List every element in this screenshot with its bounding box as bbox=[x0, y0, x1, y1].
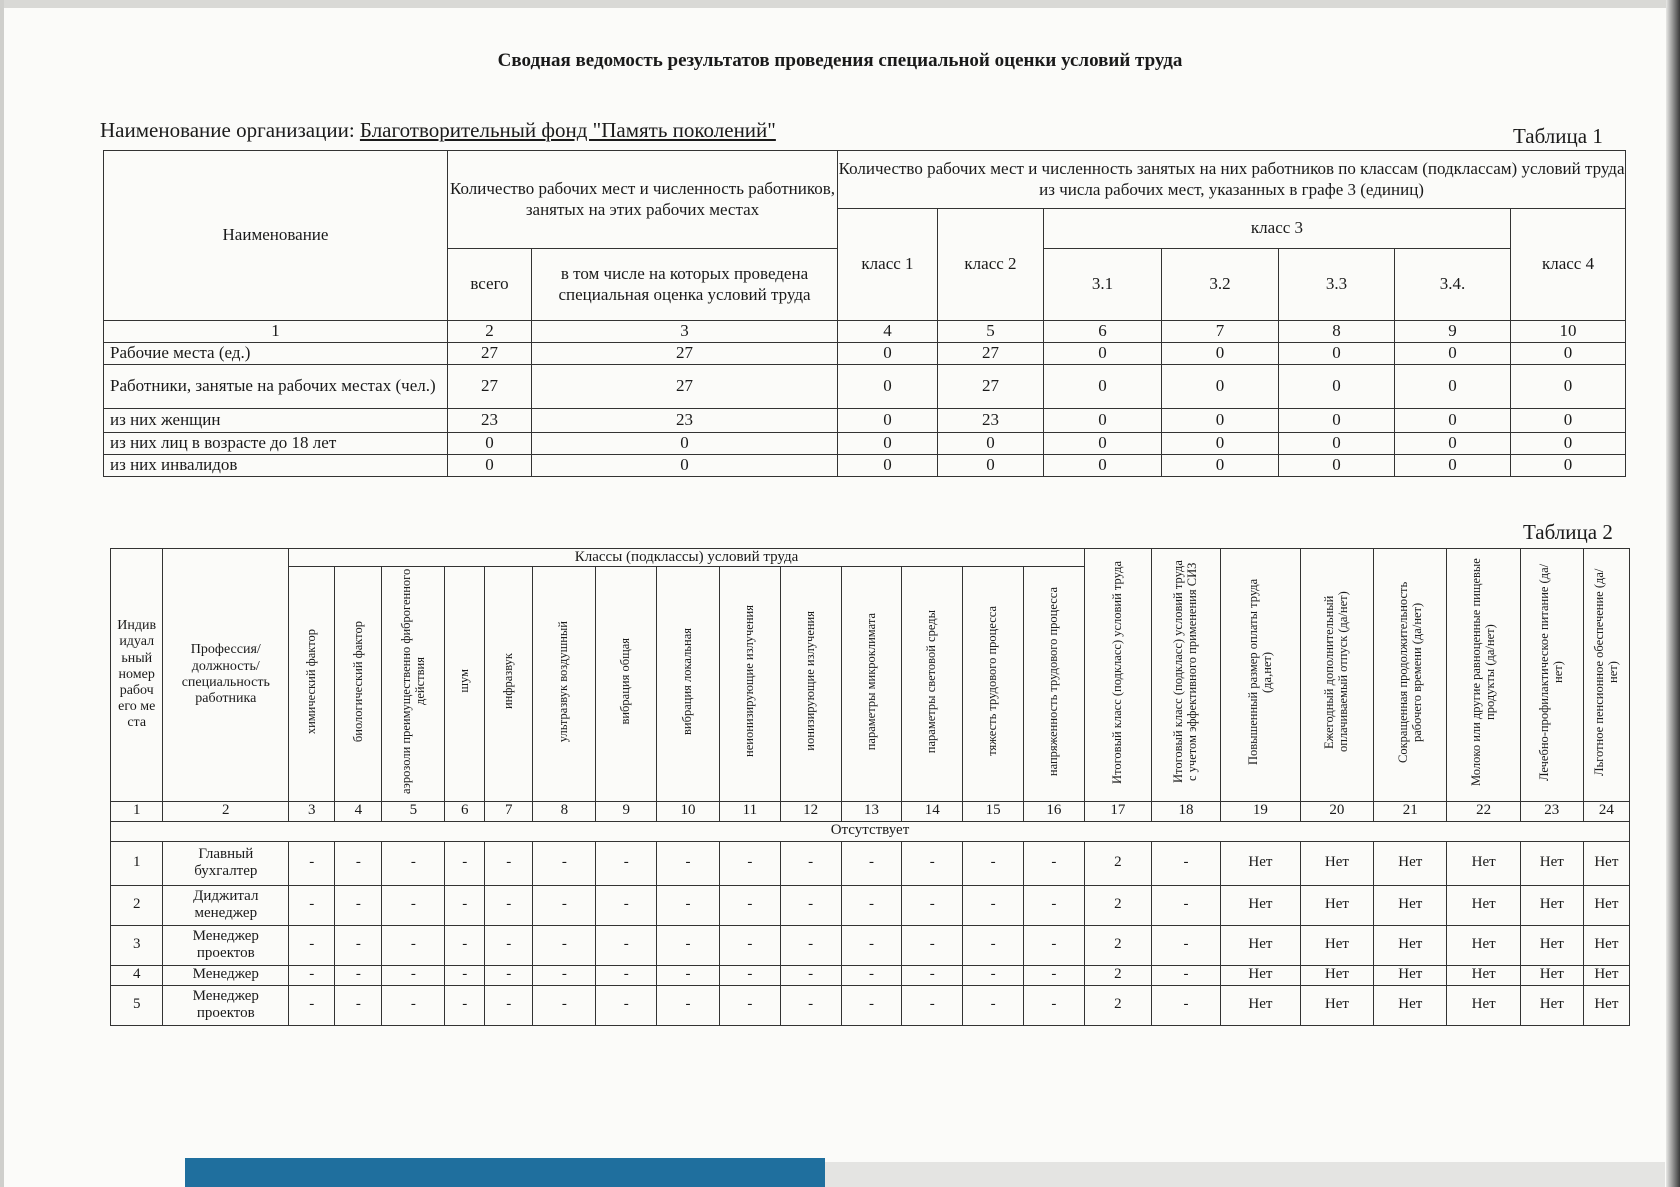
t2-benefit-cell: Нет bbox=[1221, 965, 1301, 985]
t2-colnum: 3 bbox=[289, 801, 335, 821]
t1-cell: 0 bbox=[448, 433, 532, 455]
t1-cell: 0 bbox=[938, 455, 1044, 477]
t2-benefit-cell: Нет bbox=[1374, 885, 1447, 925]
t1-colnum: 1 bbox=[104, 321, 448, 343]
t2-factor-cell: - bbox=[445, 885, 485, 925]
scan-edge-left bbox=[0, 0, 4, 1187]
t1-cell: 0 bbox=[448, 455, 532, 477]
t2-factor-cell: - bbox=[485, 925, 533, 965]
workplaces-table bbox=[110, 548, 1630, 1026]
t2-header-extra-6 bbox=[1520, 549, 1583, 802]
scan-grey-strip bbox=[825, 1162, 1665, 1187]
t2-benefit-cell: Нет bbox=[1583, 885, 1629, 925]
t1-cell: 27 bbox=[532, 365, 838, 409]
t2-factor-header bbox=[382, 567, 445, 801]
t1-cell: 0 bbox=[1162, 343, 1279, 365]
t2-factor-cell: - bbox=[963, 885, 1024, 925]
t1-header-name: Наименование bbox=[104, 151, 448, 321]
t2-row-id: 5 bbox=[111, 985, 163, 1025]
t2-siz-class: - bbox=[1151, 925, 1220, 965]
t2-colnum: 12 bbox=[780, 801, 841, 821]
t2-factor-cell: - bbox=[596, 965, 657, 985]
t2-extra-text: Повышенный размер оплаты труда (да,нет) bbox=[1245, 579, 1274, 766]
t2-benefit-cell: Нет bbox=[1447, 885, 1520, 925]
t2-factor-text: химический фактор bbox=[303, 628, 318, 734]
t1-cell: 0 bbox=[1162, 433, 1279, 455]
t2-row-prof: Менеджер bbox=[163, 965, 289, 985]
t2-row-prof: Менеджер проектов bbox=[163, 985, 289, 1025]
t2-factor-cell: - bbox=[382, 885, 445, 925]
t2-factor-text: тяжесть трудового процесса bbox=[985, 606, 1000, 757]
t2-factor-text: вибрация общая bbox=[618, 637, 633, 725]
organization-name: Благотворительный фонд "Память поколений" bbox=[359, 118, 776, 142]
t2-benefit-cell: Нет bbox=[1583, 985, 1629, 1025]
t2-factor-cell: - bbox=[657, 985, 720, 1025]
t1-header-class4: класс 4 bbox=[1511, 209, 1626, 321]
t2-factor-cell: - bbox=[902, 885, 963, 925]
t2-benefit-cell: Нет bbox=[1447, 965, 1520, 985]
t2-colnum: 22 bbox=[1447, 801, 1520, 821]
t2-header-id bbox=[111, 549, 163, 802]
t1-cell: 0 bbox=[1511, 433, 1626, 455]
summary-table bbox=[103, 150, 1626, 477]
t1-cell: 0 bbox=[1511, 409, 1626, 433]
t1-cell: 0 bbox=[532, 455, 838, 477]
t2-factor-cell: - bbox=[445, 985, 485, 1025]
t2-factor-cell: - bbox=[780, 925, 841, 965]
t2-row bbox=[111, 841, 1630, 885]
t2-benefit-cell: Нет bbox=[1520, 885, 1583, 925]
t1-cell: 23 bbox=[532, 409, 838, 433]
t2-factor-cell: - bbox=[533, 885, 596, 925]
t2-colnum: 11 bbox=[719, 801, 780, 821]
t2-factor-header bbox=[963, 567, 1024, 801]
t1-row-name: Рабочие места (ед.) bbox=[104, 343, 448, 365]
t1-cell: 0 bbox=[1044, 365, 1162, 409]
t2-colnum: 7 bbox=[485, 801, 533, 821]
t2-final-class: 2 bbox=[1084, 841, 1151, 885]
t2-row-prof: Главный бухгалтер bbox=[163, 841, 289, 885]
t2-benefit-cell: Нет bbox=[1520, 841, 1583, 885]
t1-cell: 27 bbox=[938, 343, 1044, 365]
t2-factor-text: параметры микроклимата bbox=[863, 612, 878, 750]
t2-colnum: 15 bbox=[963, 801, 1024, 821]
t2-row bbox=[111, 985, 1630, 1025]
t2-header-extra-3 bbox=[1300, 549, 1373, 802]
t2-benefit-cell: Нет bbox=[1221, 885, 1301, 925]
t2-factor-cell: - bbox=[445, 925, 485, 965]
t1-cell: 0 bbox=[532, 433, 838, 455]
t2-final-class: 2 bbox=[1084, 885, 1151, 925]
t2-factor-cell: - bbox=[841, 985, 902, 1025]
t2-factor-cell: - bbox=[841, 925, 902, 965]
t2-header-extra-1 bbox=[1151, 549, 1220, 802]
t2-factor-cell: - bbox=[657, 925, 720, 965]
t2-extra-text: Итоговый класс (подкласс) условий труда с учетом эффективного применения СИЗ bbox=[1171, 560, 1199, 784]
t2-benefit-cell: Нет bbox=[1300, 925, 1373, 965]
t2-colnum: 19 bbox=[1221, 801, 1301, 821]
t1-cell: 0 bbox=[838, 433, 938, 455]
organization-label: Наименование организации: bbox=[100, 118, 355, 142]
t2-factor-cell: - bbox=[902, 985, 963, 1025]
t2-siz-class: - bbox=[1151, 965, 1220, 985]
t1-colnum: 4 bbox=[838, 321, 938, 343]
t2-benefit-cell: Нет bbox=[1447, 925, 1520, 965]
t2-factor-cell: - bbox=[1023, 885, 1084, 925]
t2-factor-cell: - bbox=[902, 965, 963, 985]
t1-row-name: из них женщин bbox=[104, 409, 448, 433]
t2-row-id: 3 bbox=[111, 925, 163, 965]
t2-siz-class: - bbox=[1151, 985, 1220, 1025]
t1-cell: 0 bbox=[1395, 365, 1511, 409]
t2-colnum: 16 bbox=[1023, 801, 1084, 821]
t2-header-extra-4 bbox=[1374, 549, 1447, 802]
t2-absent-row: Отсутствует bbox=[111, 821, 1630, 841]
t2-factor-text: ультразвук воздушный bbox=[556, 620, 571, 742]
t2-factor-cell: - bbox=[533, 925, 596, 965]
t2-row-id: 4 bbox=[111, 965, 163, 985]
t2-factor-header bbox=[335, 567, 382, 801]
t2-factor-cell: - bbox=[596, 841, 657, 885]
t2-factor-text: параметры световой среды bbox=[924, 609, 939, 753]
t1-header-class1: класс 1 bbox=[838, 209, 938, 321]
t2-benefit-cell: Нет bbox=[1447, 985, 1520, 1025]
t2-factor-cell: - bbox=[719, 965, 780, 985]
t2-header-extra-0 bbox=[1084, 549, 1151, 802]
t2-factor-cell: - bbox=[485, 965, 533, 985]
t2-final-class: 2 bbox=[1084, 925, 1151, 965]
t2-header-classes: Классы (подклассы) условий труда bbox=[289, 549, 1085, 567]
t2-benefit-cell: Нет bbox=[1374, 841, 1447, 885]
t2-factor-text: аэрозоли преимущественно фиброгенного действия bbox=[398, 568, 427, 794]
t2-extra-text: Молоко или другие равноценные пищевые продукты (да/нет) bbox=[1468, 558, 1497, 787]
t2-colnum: 8 bbox=[533, 801, 596, 821]
t1-cell: 27 bbox=[448, 343, 532, 365]
t1-cell: 0 bbox=[1511, 343, 1626, 365]
t2-factor-cell: - bbox=[596, 985, 657, 1025]
t2-colnum: 9 bbox=[596, 801, 657, 821]
t2-benefit-cell: Нет bbox=[1520, 985, 1583, 1025]
t2-factor-cell: - bbox=[902, 925, 963, 965]
t1-cell: 0 bbox=[838, 343, 938, 365]
t1-cell: 0 bbox=[1395, 343, 1511, 365]
t1-header-class34: 3.4. bbox=[1395, 249, 1511, 321]
t2-factor-header bbox=[445, 567, 485, 801]
t1-row-name: из них лиц в возрасте до 18 лет bbox=[104, 433, 448, 455]
t2-benefit-cell: Нет bbox=[1583, 925, 1629, 965]
t2-factor-cell: - bbox=[289, 965, 335, 985]
t1-cell: 23 bbox=[938, 409, 1044, 433]
t1-row bbox=[104, 455, 1626, 477]
t1-cell: 0 bbox=[1162, 409, 1279, 433]
t2-factor-cell: - bbox=[841, 885, 902, 925]
t2-benefit-cell: Нет bbox=[1221, 985, 1301, 1025]
t2-factor-cell: - bbox=[780, 885, 841, 925]
t1-row-name: из них инвалидов bbox=[104, 455, 448, 477]
t2-extra-text: Итоговый класс (подкласс) условий труда bbox=[1109, 560, 1124, 784]
t2-factor-cell: - bbox=[335, 925, 382, 965]
t1-header-class32: 3.2 bbox=[1162, 249, 1279, 321]
t2-factor-cell: - bbox=[719, 885, 780, 925]
t2-extra-text: Сокращенная продолжительность рабочего времени (да/нет) bbox=[1395, 581, 1424, 763]
t2-factor-cell: - bbox=[485, 841, 533, 885]
t1-cell: 0 bbox=[1279, 433, 1395, 455]
t1-cell: 0 bbox=[1279, 365, 1395, 409]
t2-colnum: 2 bbox=[163, 801, 289, 821]
t2-factor-cell: - bbox=[902, 841, 963, 885]
t2-factor-cell: - bbox=[719, 985, 780, 1025]
t2-colnum: 24 bbox=[1583, 801, 1629, 821]
t2-factor-cell: - bbox=[657, 841, 720, 885]
t2-factor-header bbox=[533, 567, 596, 801]
t2-row-id: 1 bbox=[111, 841, 163, 885]
t1-row bbox=[104, 409, 1626, 433]
t2-factor-cell: - bbox=[289, 925, 335, 965]
t2-factor-cell: - bbox=[335, 841, 382, 885]
t2-benefit-cell: Нет bbox=[1300, 885, 1373, 925]
t2-factor-cell: - bbox=[1023, 965, 1084, 985]
t2-factor-text: шум bbox=[456, 669, 471, 694]
table1-label: Таблица 1 bbox=[1513, 124, 1603, 148]
t2-colnum: 17 bbox=[1084, 801, 1151, 821]
t2-colnum: 1 bbox=[111, 801, 163, 821]
t2-factor-cell: - bbox=[596, 925, 657, 965]
t1-row bbox=[104, 433, 1626, 455]
t1-colnum: 10 bbox=[1511, 321, 1626, 343]
t2-factor-header bbox=[902, 567, 963, 801]
t2-factor-cell: - bbox=[335, 965, 382, 985]
t2-colnum: 23 bbox=[1520, 801, 1583, 821]
t2-benefit-cell: Нет bbox=[1374, 925, 1447, 965]
t1-cell: 0 bbox=[838, 409, 938, 433]
t2-column-numbers bbox=[111, 801, 1630, 821]
t2-factor-cell: - bbox=[780, 841, 841, 885]
t2-final-class: 2 bbox=[1084, 965, 1151, 985]
t2-colnum: 13 bbox=[841, 801, 902, 821]
t2-factor-text: биологический фактор bbox=[350, 620, 365, 742]
t1-header-class31: 3.1 bbox=[1044, 249, 1162, 321]
t1-cell: 0 bbox=[1511, 455, 1626, 477]
t1-colnum: 6 bbox=[1044, 321, 1162, 343]
t2-factor-cell: - bbox=[382, 965, 445, 985]
t1-row bbox=[104, 343, 1626, 365]
t2-factor-header bbox=[780, 567, 841, 801]
t2-benefit-cell: Нет bbox=[1520, 925, 1583, 965]
t1-cell: 27 bbox=[448, 365, 532, 409]
t2-factor-cell: - bbox=[533, 965, 596, 985]
t2-colnum: 14 bbox=[902, 801, 963, 821]
t2-benefit-cell: Нет bbox=[1300, 965, 1373, 985]
t2-row bbox=[111, 925, 1630, 965]
t2-factor-text: вибрация локальная bbox=[680, 627, 695, 735]
t1-colnum: 3 bbox=[532, 321, 838, 343]
t2-extra-text: Лечебно-профилактическое питание (да/нет) bbox=[1537, 563, 1565, 781]
t1-colnum: 2 bbox=[448, 321, 532, 343]
t1-colnum: 7 bbox=[1162, 321, 1279, 343]
t1-cell: 0 bbox=[1044, 409, 1162, 433]
document-title: Сводная ведомость результатов проведения специальной оценки условий труда bbox=[497, 50, 1183, 71]
t2-factor-header bbox=[485, 567, 533, 801]
t2-factor-header bbox=[1023, 567, 1084, 801]
t2-factor-cell: - bbox=[657, 885, 720, 925]
t1-cell: 0 bbox=[1044, 433, 1162, 455]
t2-factor-cell: - bbox=[382, 841, 445, 885]
t2-benefit-cell: Нет bbox=[1583, 965, 1629, 985]
t1-header-assessed: в том числе на которых проведена специальная оценка условий труда bbox=[532, 249, 838, 321]
t2-benefit-cell: Нет bbox=[1374, 985, 1447, 1025]
t2-factor-cell: - bbox=[719, 841, 780, 885]
t2-factor-cell: - bbox=[1023, 985, 1084, 1025]
t2-benefit-cell: Нет bbox=[1374, 965, 1447, 985]
t2-factor-text: напряженность трудового процесса bbox=[1046, 586, 1061, 776]
t1-cell: 0 bbox=[1279, 343, 1395, 365]
t2-factor-cell: - bbox=[445, 841, 485, 885]
t1-cell: 0 bbox=[1044, 343, 1162, 365]
t2-factor-header bbox=[289, 567, 335, 801]
t1-header-class3: класс 3 bbox=[1044, 209, 1511, 249]
t1-cell: 0 bbox=[1162, 365, 1279, 409]
scan-blue-strip bbox=[185, 1158, 825, 1187]
t2-factor-cell: - bbox=[841, 965, 902, 985]
t1-cell: 0 bbox=[1395, 455, 1511, 477]
t1-cell: 27 bbox=[938, 365, 1044, 409]
t2-extra-text: Ежегодный дополнительный оплачиваемый отпуск (да/нет) bbox=[1322, 591, 1350, 753]
t1-header-class33: 3.3 bbox=[1279, 249, 1395, 321]
t2-benefit-cell: Нет bbox=[1221, 841, 1301, 885]
t2-colnum: 4 bbox=[335, 801, 382, 821]
t2-factor-header bbox=[841, 567, 902, 801]
t1-cell: 0 bbox=[1162, 455, 1279, 477]
t2-row-prof: Менеджер проектов bbox=[163, 925, 289, 965]
t1-cell: 23 bbox=[448, 409, 532, 433]
t1-cell: 0 bbox=[1511, 365, 1626, 409]
t1-cell: 0 bbox=[1279, 455, 1395, 477]
t2-row-id: 2 bbox=[111, 885, 163, 925]
t2-factor-cell: - bbox=[963, 965, 1024, 985]
t2-row bbox=[111, 885, 1630, 925]
t1-row bbox=[104, 365, 1626, 409]
t1-colnum: 5 bbox=[938, 321, 1044, 343]
t2-header-extra-7 bbox=[1583, 549, 1629, 802]
t2-factor-header bbox=[596, 567, 657, 801]
t2-factor-cell: - bbox=[382, 925, 445, 965]
t2-colnum: 20 bbox=[1300, 801, 1373, 821]
t2-factor-text: инфразвук bbox=[500, 653, 515, 710]
t2-row bbox=[111, 965, 1630, 985]
t2-factor-cell: - bbox=[289, 985, 335, 1025]
organization-line bbox=[100, 118, 776, 143]
t1-header-class2: класс 2 bbox=[938, 209, 1044, 321]
t1-header-count: Количество рабочих мест и численность работников, занятых на этих рабочих местах bbox=[448, 151, 838, 249]
t2-factor-cell: - bbox=[445, 965, 485, 985]
t2-header-extra-5 bbox=[1447, 549, 1520, 802]
t2-factor-text: неионизирующие излучения bbox=[742, 605, 756, 758]
t2-factor-cell: - bbox=[289, 885, 335, 925]
t2-extra-text: Льготное пенсионное обеспечение (да/нет) bbox=[1591, 568, 1620, 776]
t1-colnum: 9 bbox=[1395, 321, 1511, 343]
t2-colnum: 18 bbox=[1151, 801, 1220, 821]
t2-factor-cell: - bbox=[533, 985, 596, 1025]
t1-header-classes: Количество рабочих мест и численность занятых на них работников по классам (подклассам) условий труда из числа рабочих мест, указанных в графе 3 (единиц) bbox=[838, 151, 1626, 209]
t2-factor-cell: - bbox=[289, 841, 335, 885]
t1-cell: 0 bbox=[838, 365, 938, 409]
t2-header-prof-text: Профессия/должность/специальность работника bbox=[181, 642, 270, 706]
t2-factor-cell: - bbox=[780, 965, 841, 985]
t2-factor-cell: - bbox=[963, 841, 1024, 885]
t2-colnum: 6 bbox=[445, 801, 485, 821]
t2-colnum: 21 bbox=[1374, 801, 1447, 821]
t2-factor-cell: - bbox=[335, 985, 382, 1025]
t2-factor-cell: - bbox=[841, 841, 902, 885]
t2-header-prof bbox=[163, 549, 289, 802]
t2-siz-class: - bbox=[1151, 885, 1220, 925]
t2-factor-cell: - bbox=[596, 885, 657, 925]
t1-cell: 0 bbox=[1395, 433, 1511, 455]
t2-factor-header bbox=[719, 567, 780, 801]
t2-factor-cell: - bbox=[963, 985, 1024, 1025]
t2-colnum: 10 bbox=[657, 801, 720, 821]
t1-cell: 0 bbox=[1044, 455, 1162, 477]
t2-factor-cell: - bbox=[1023, 841, 1084, 885]
t2-benefit-cell: Нет bbox=[1583, 841, 1629, 885]
t2-factor-cell: - bbox=[780, 985, 841, 1025]
t2-benefit-cell: Нет bbox=[1447, 841, 1520, 885]
scan-edge-right bbox=[1666, 0, 1680, 1187]
t2-row-prof: Диджитал менеджер bbox=[163, 885, 289, 925]
t2-factor-text: ионизирующие излучения bbox=[802, 611, 817, 752]
t2-factor-cell: - bbox=[719, 925, 780, 965]
t2-factor-cell: - bbox=[963, 925, 1024, 965]
t2-factor-cell: - bbox=[657, 965, 720, 985]
t1-cell: 0 bbox=[838, 455, 938, 477]
t2-factor-cell: - bbox=[485, 985, 533, 1025]
t2-factor-cell: - bbox=[533, 841, 596, 885]
t1-cell: 0 bbox=[938, 433, 1044, 455]
t2-factor-cell: - bbox=[1023, 925, 1084, 965]
t2-benefit-cell: Нет bbox=[1221, 925, 1301, 965]
table2-label: Таблица 2 bbox=[1523, 520, 1613, 544]
t2-header-id-text: Индивидуальный номер рабочего места bbox=[117, 618, 157, 730]
t2-benefit-cell: Нет bbox=[1300, 841, 1373, 885]
t1-row-name: Работники, занятые на рабочих местах (чел.) bbox=[104, 365, 448, 409]
scan-edge-top bbox=[0, 0, 1680, 8]
t2-siz-class: - bbox=[1151, 841, 1220, 885]
t1-cell: 0 bbox=[1279, 409, 1395, 433]
t1-cell: 0 bbox=[1395, 409, 1511, 433]
t2-benefit-cell: Нет bbox=[1300, 985, 1373, 1025]
t2-factor-cell: - bbox=[335, 885, 382, 925]
t2-factor-header bbox=[657, 567, 720, 801]
t2-benefit-cell: Нет bbox=[1520, 965, 1583, 985]
t1-colnum: 8 bbox=[1279, 321, 1395, 343]
t2-final-class: 2 bbox=[1084, 985, 1151, 1025]
t2-factor-cell: - bbox=[382, 985, 445, 1025]
t2-factor-cell: - bbox=[485, 885, 533, 925]
t2-header-extra-2 bbox=[1221, 549, 1301, 802]
t2-colnum: 5 bbox=[382, 801, 445, 821]
t1-cell: 27 bbox=[532, 343, 838, 365]
t1-column-numbers bbox=[104, 321, 1626, 343]
t1-header-total: всего bbox=[448, 249, 532, 321]
